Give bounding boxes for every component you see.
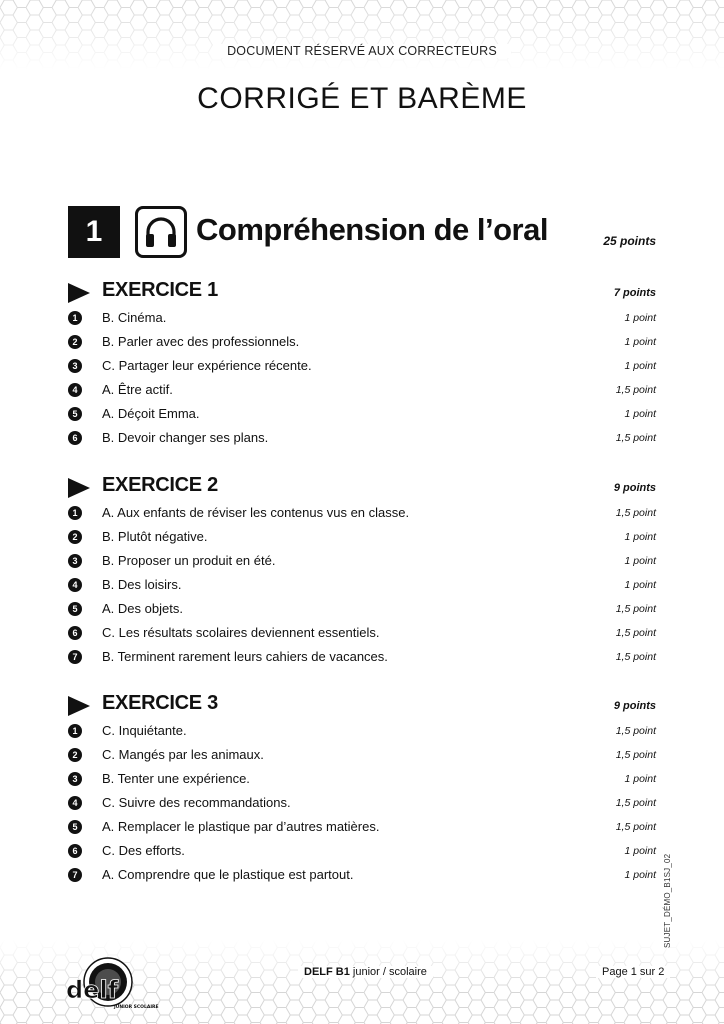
play-arrow-icon (68, 478, 90, 498)
number-badge: 7 (68, 868, 82, 882)
answer-row (68, 744, 658, 768)
exercise-header (68, 474, 658, 502)
answer-points: 1,5 point (615, 627, 656, 639)
answer-row (68, 307, 658, 331)
answer-text: B. Proposer un produit en été. (102, 553, 276, 568)
answer-text: C. Mangés par les animaux. (102, 747, 264, 762)
answer-row (68, 427, 658, 451)
answer-points: 1,5 point (615, 797, 656, 809)
number-badge: 4 (68, 383, 82, 397)
play-arrow-icon (68, 696, 90, 716)
answer-row (68, 550, 658, 574)
answer-points: 1 point (624, 845, 656, 857)
answer-points: 1 point (624, 773, 656, 785)
number-badge: 1 (68, 506, 82, 520)
footer-exam-bold: DELF B1 (304, 966, 350, 978)
answer-points: 1,5 point (615, 384, 656, 396)
answer-row (68, 331, 658, 355)
answer-row (68, 574, 658, 598)
number-badge: 3 (68, 359, 82, 373)
exercise-points: 7 points (613, 287, 656, 299)
answer-text: B. Parler avec des professionnels. (102, 334, 300, 349)
answer-text: C. Partager leur expérience récente. (102, 358, 312, 373)
answer-points: 1 point (624, 531, 656, 543)
answer-row (68, 840, 658, 864)
number-badge: 3 (68, 772, 82, 786)
answer-row (68, 792, 658, 816)
answer-points: 1 point (624, 579, 656, 591)
reserved-label-text: DOCUMENT RÉSERVÉ AUX CORRECTEURS (213, 44, 511, 58)
number-badge: 4 (68, 796, 82, 810)
answer-row (68, 768, 658, 792)
logo-wordmark: delf (66, 976, 119, 1004)
answer-points: 1,5 point (615, 432, 656, 444)
answer-points: 1 point (624, 408, 656, 420)
answer-row (68, 403, 658, 427)
number-badge: 2 (68, 748, 82, 762)
answer-text: B. Terminent rarement leurs cahiers de vacances. (102, 649, 388, 664)
section-number: 1 (68, 206, 120, 258)
number-badge: 3 (68, 554, 82, 568)
number-badge: 2 (68, 530, 82, 544)
answer-row (68, 720, 658, 744)
answer-text: B. Des loisirs. (102, 577, 182, 592)
answer-row (68, 646, 658, 670)
document-code: SUJET_DÉMO_B1SJ_02 (663, 853, 672, 948)
delf-logo (62, 956, 159, 1012)
headphones-icon (135, 206, 187, 258)
answer-row (68, 598, 658, 622)
answer-row (68, 816, 658, 840)
exercise-points: 9 points (613, 482, 656, 494)
exercise-title: EXERCICE 2 (102, 474, 218, 496)
answer-text: A. Aux enfants de réviser les contenus vus en classe. (102, 505, 410, 520)
number-badge: 6 (68, 626, 82, 640)
exercise-header (68, 279, 658, 307)
answer-points: 1 point (624, 555, 656, 567)
answer-text: B. Tenter une expérience. (102, 771, 250, 786)
answer-text: A. Être actif. (102, 382, 173, 397)
exercise-3 (68, 692, 658, 888)
answer-points: 1,5 point (615, 603, 656, 615)
answer-text: A. Des objets. (102, 601, 183, 616)
number-badge: 5 (68, 820, 82, 834)
answer-row (68, 379, 658, 403)
reserved-label (0, 42, 724, 60)
answer-text: A. Comprendre que le plastique est partout. (102, 867, 354, 882)
answer-row (68, 622, 658, 646)
footer-exam-label (298, 966, 433, 978)
exercise-points: 9 points (613, 700, 656, 712)
answer-points: 1 point (624, 312, 656, 324)
exercise-title: EXERCICE 1 (102, 279, 218, 301)
page-title: CORRIGÉ ET BARÈME (197, 82, 527, 115)
answer-points: 1,5 point (615, 749, 656, 761)
number-badge: 6 (68, 844, 82, 858)
play-arrow-icon (68, 283, 90, 303)
answer-points: 1 point (624, 360, 656, 372)
footer-exam-rest: junior / scolaire (349, 966, 427, 978)
answer-text: A. Déçoit Emma. (102, 406, 200, 421)
answer-text: C. Suivre des recommandations. (102, 795, 291, 810)
exercise-1 (68, 279, 658, 451)
answer-points: 1 point (624, 336, 656, 348)
number-badge: 6 (68, 431, 82, 445)
exercise-header (68, 692, 658, 720)
answer-text: C. Les résultats scolaires deviennent essentiels. (102, 625, 380, 640)
number-badge: 5 (68, 407, 82, 421)
answer-text: C. Inquiétante. (102, 723, 187, 738)
footer-page-number: Page 1 sur 2 (596, 966, 670, 978)
answer-text: B. Cinéma. (102, 310, 167, 325)
answer-text: B. Plutôt négative. (102, 529, 208, 544)
answer-row (68, 502, 658, 526)
answer-row (68, 864, 658, 888)
number-badge: 4 (68, 578, 82, 592)
section-title: Compréhension de l’oral (196, 212, 548, 247)
answer-text: B. Devoir changer ses plans. (102, 430, 269, 445)
exercise-title: EXERCICE 3 (102, 692, 218, 714)
exercise-2 (68, 474, 658, 670)
number-badge: 2 (68, 335, 82, 349)
answer-points: 1 point (624, 869, 656, 881)
number-badge: 5 (68, 602, 82, 616)
answer-points: 1,5 point (615, 725, 656, 737)
number-badge: 1 (68, 724, 82, 738)
answer-points: 1,5 point (615, 821, 656, 833)
number-badge: 1 (68, 311, 82, 325)
answer-text: A. Remplacer le plastique par d’autres matières. (102, 819, 380, 834)
number-badge: 7 (68, 650, 82, 664)
section-points: 25 points (603, 234, 656, 248)
section-header (68, 206, 658, 258)
logo-subtitle: JUNIOR SCOLAIRE (114, 1005, 159, 1010)
answer-points: 1,5 point (615, 651, 656, 663)
answer-row (68, 526, 658, 550)
answer-row (68, 355, 658, 379)
answer-points: 1,5 point (615, 507, 656, 519)
answer-text: C. Des efforts. (102, 843, 185, 858)
